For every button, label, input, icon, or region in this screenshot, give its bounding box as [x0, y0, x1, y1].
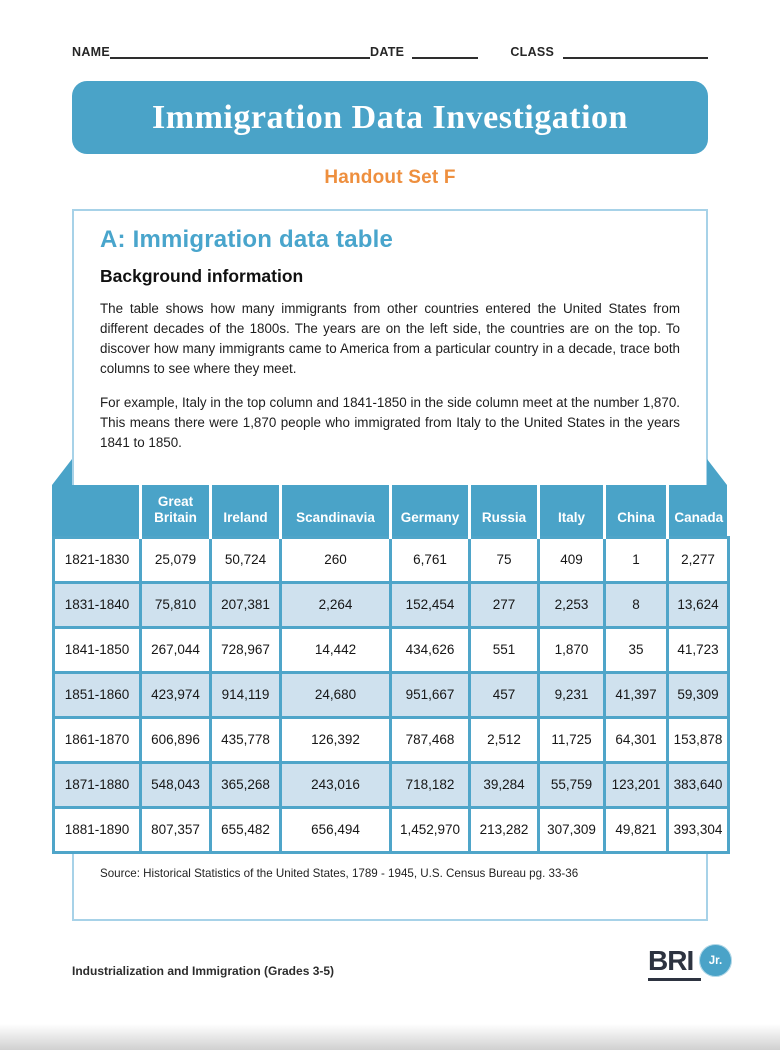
value-cell: 8 [605, 582, 668, 627]
value-cell: 457 [470, 672, 539, 717]
value-cell: 39,284 [470, 762, 539, 807]
page-edge-shadow [0, 1024, 780, 1050]
value-cell: 55,759 [539, 762, 605, 807]
value-cell: 11,725 [539, 717, 605, 762]
immigration-data-table [52, 459, 730, 854]
value-cell: 655,482 [211, 807, 281, 852]
value-cell: 435,778 [211, 717, 281, 762]
header-cell-decade [54, 459, 141, 537]
background-paragraph-1: The table shows how many immigrants from other countries entered the United States from different decades of the 1800s. The years are on the left side, the countries are on the top. To discover how many immigrants came to America from a particular country in a decade, trace both columns to see where they meet. [100, 301, 680, 376]
value-cell: 1,870 [539, 627, 605, 672]
decade-cell: 1881-1890 [54, 807, 141, 852]
student-info-row [72, 45, 708, 59]
name-label: NAME [72, 45, 111, 59]
footer-course-label: Industrialization and Immigration (Grades 3-5) [72, 964, 335, 978]
content-box [64, 209, 724, 921]
value-cell: 656,494 [281, 807, 391, 852]
value-cell: 50,724 [211, 537, 281, 582]
table-row [54, 762, 729, 807]
value-cell: 365,268 [211, 762, 281, 807]
value-cell: 49,821 [605, 807, 668, 852]
value-cell: 41,723 [668, 627, 729, 672]
header-cell-china: China [605, 459, 668, 537]
header-cell-great-britain: Great Britain [141, 459, 211, 537]
value-cell: 2,512 [470, 717, 539, 762]
value-cell: 25,079 [141, 537, 211, 582]
value-cell: 35 [605, 627, 668, 672]
value-cell: 728,967 [211, 627, 281, 672]
value-cell: 24,680 [281, 672, 391, 717]
value-cell: 13,624 [668, 582, 729, 627]
value-cell: 951,667 [391, 672, 470, 717]
background-paragraph-2: For example, Italy in the top column and 1841-1850 in the side column meet at the number 1,870. This means there were 1,870 people who immigrated from Italy to the United States in the years 1841 to 1850. [100, 395, 680, 450]
value-cell: 207,381 [211, 582, 281, 627]
value-cell: 41,397 [605, 672, 668, 717]
page-title: Immigration Data Investigation [152, 98, 628, 136]
header-cell-germany: Germany [391, 459, 470, 537]
value-cell: 434,626 [391, 627, 470, 672]
value-cell: 409 [539, 537, 605, 582]
decade-cell: 1871-1880 [54, 762, 141, 807]
value-cell: 75 [470, 537, 539, 582]
value-cell: 2,264 [281, 582, 391, 627]
value-cell: 152,454 [391, 582, 470, 627]
decade-cell: 1821-1830 [54, 537, 141, 582]
page-footer [72, 945, 723, 995]
value-cell: 807,357 [141, 807, 211, 852]
value-cell: 383,640 [668, 762, 729, 807]
value-cell: 606,896 [141, 717, 211, 762]
header-cell-canada: Canada [668, 459, 729, 537]
table-row [54, 627, 729, 672]
header-cell-italy: Italy [539, 459, 605, 537]
decade-cell: 1861-1870 [54, 717, 141, 762]
table-row [54, 672, 729, 717]
value-cell: 14,442 [281, 627, 391, 672]
value-cell: 6,761 [391, 537, 470, 582]
class-label: CLASS [510, 45, 555, 59]
source-note: Source: Historical Statistics of the United States, 1789 - 1945, U.S. Census Bureau pg. 33-36 [100, 866, 579, 880]
value-cell: 267,044 [141, 627, 211, 672]
value-cell: 260 [281, 537, 391, 582]
table-header-row [54, 459, 729, 537]
bri-logo-text: BRI [648, 945, 694, 976]
value-cell: 243,016 [281, 762, 391, 807]
class-blank-line [563, 56, 708, 59]
table-row [54, 717, 729, 762]
title-banner [72, 81, 708, 154]
decade-cell: 1831-1840 [54, 582, 141, 627]
value-cell: 123,201 [605, 762, 668, 807]
decade-cell: 1841-1850 [54, 627, 141, 672]
table-row [54, 537, 729, 582]
value-cell: 2,253 [539, 582, 605, 627]
worksheet-page [0, 45, 780, 995]
header-cell-ireland: Ireland [211, 459, 281, 537]
bri-logo-underline [648, 978, 701, 981]
decade-cell: 1851-1860 [54, 672, 141, 717]
value-cell: 787,468 [391, 717, 470, 762]
value-cell: 64,301 [605, 717, 668, 762]
date-label: DATE [370, 45, 405, 59]
value-cell: 393,304 [668, 807, 729, 852]
jr-badge-icon: Jr. [699, 944, 732, 977]
header-cell-russia: Russia [470, 459, 539, 537]
value-cell: 59,309 [668, 672, 729, 717]
immigration-table-wrap [52, 459, 727, 854]
value-cell: 307,309 [539, 807, 605, 852]
value-cell: 423,974 [141, 672, 211, 717]
value-cell: 277 [470, 582, 539, 627]
value-cell: 126,392 [281, 717, 391, 762]
bri-logo [648, 945, 723, 995]
value-cell: 2,277 [668, 537, 729, 582]
value-cell: 914,119 [211, 672, 281, 717]
table-row [54, 582, 729, 627]
value-cell: 551 [470, 627, 539, 672]
value-cell: 1,452,970 [391, 807, 470, 852]
name-blank-line [110, 56, 370, 59]
value-cell: 9,231 [539, 672, 605, 717]
table-body [54, 537, 729, 852]
header-cell-scandinavia: Scandinavia [281, 459, 391, 537]
handout-set-label: Handout Set F [324, 167, 456, 188]
value-cell: 1 [605, 537, 668, 582]
table-row [54, 807, 729, 852]
date-blank-line [412, 56, 478, 59]
value-cell: 718,182 [391, 762, 470, 807]
value-cell: 213,282 [470, 807, 539, 852]
section-heading: A: Immigration data table [100, 226, 394, 253]
background-info-heading: Background information [100, 266, 304, 286]
value-cell: 153,878 [668, 717, 729, 762]
value-cell: 548,043 [141, 762, 211, 807]
value-cell: 75,810 [141, 582, 211, 627]
